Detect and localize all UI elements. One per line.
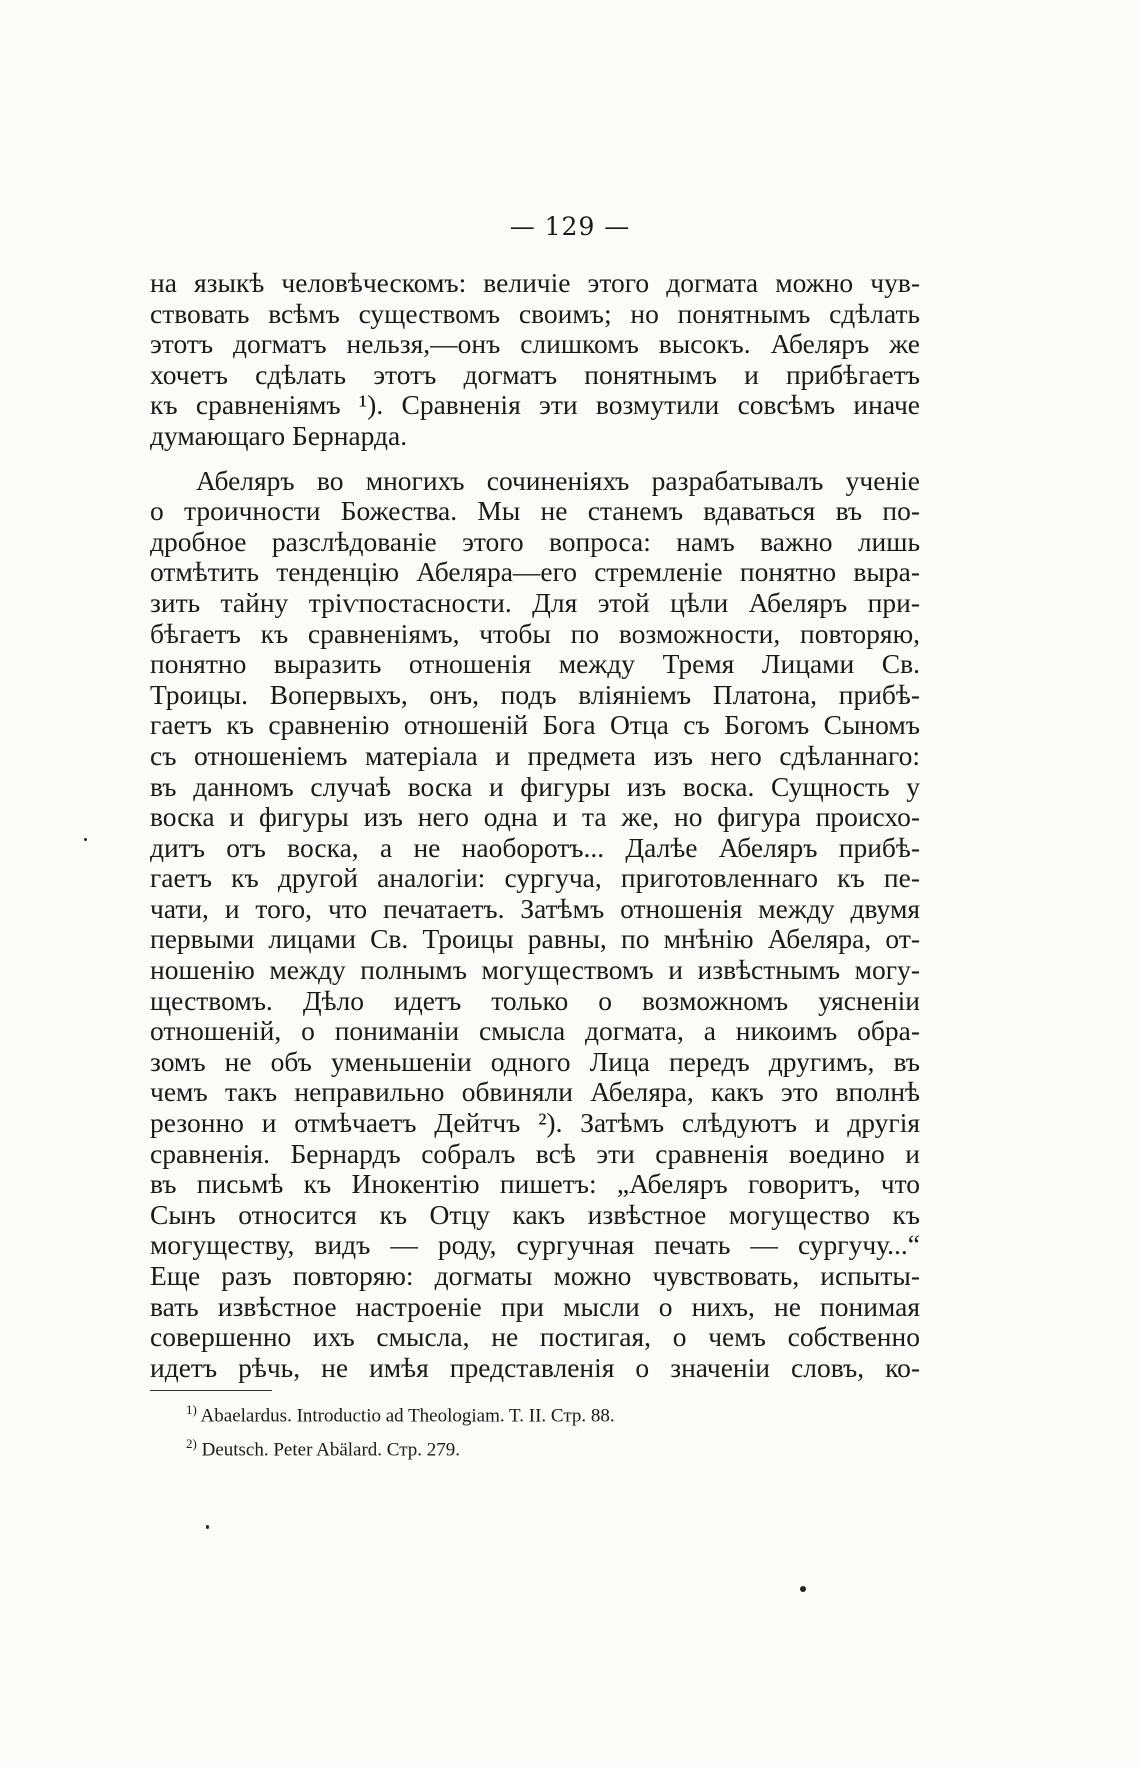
text-line: вать извѣстное настроеніе при мысли о нихъ, не понимая	[150, 1291, 920, 1322]
text-line: резонно и отмѣчаетъ Дейтчъ ²). Затѣмъ слѣдуютъ и другія	[150, 1108, 920, 1139]
footnotes	[186, 1396, 615, 1465]
text-line: къ сравненіямъ ¹). Сравненія эти возмутили совсѣмъ иначе	[150, 390, 920, 421]
footnote-1	[186, 1396, 615, 1430]
text-line: въ данномъ случаѣ воска и фигуры изъ воска. Сущность у	[150, 771, 920, 802]
text-line: чати, и того, что печатаетъ. Затѣмъ отношенія между двумя	[150, 893, 920, 924]
text-line: этотъ догматъ нельзя,—онъ слишкомъ высокъ. Абеляръ же	[150, 329, 920, 360]
text-line: воска и фигуры изъ него одна и та же, но фигура происхо-	[150, 802, 920, 833]
text-line: Сынъ относится къ Отцу какъ извѣстное могущество къ	[150, 1199, 920, 1230]
text-line: Абеляръ во многихъ сочиненіяхъ разрабатывалъ ученіе	[196, 465, 920, 496]
text-line: чемъ такъ неправильно обвиняли Абеляра, какъ это вполнѣ	[150, 1077, 920, 1108]
text-line: дитъ отъ воска, а не наоборотъ... Далѣе Абеляръ прибѣ-	[150, 832, 920, 863]
footnote-text: Abaelardus. Introductio ad Theologiam. T. II. Стр. 88.	[200, 1405, 615, 1427]
text-line: хочетъ сдѣлать этотъ догматъ понятнымъ и прибѣгаетъ	[150, 359, 920, 390]
text-line: Троицы. Вопервыхъ, онъ, подъ вліяніемъ Платона, прибѣ-	[150, 679, 920, 710]
text-line: зомъ не объ уменьшеніи одного Лица передъ другимъ, въ	[150, 1046, 920, 1077]
footnote-mark: 2)	[186, 1436, 197, 1452]
text-line: отмѣтить тенденцію Абеляра—его стремленіе понятно выра-	[150, 557, 920, 588]
text-line: могуществу, видъ — роду, сургучная печать — сургучу...“	[150, 1230, 920, 1261]
footnote-mark: 1)	[186, 1402, 197, 1417]
text-line: зить тайну тріѵпостасности. Для этой цѣли Абеляръ при-	[150, 587, 920, 618]
text-line: о троичности Божества. Мы не станемъ вдаваться въ по-	[150, 496, 920, 527]
text-line: отношеній, о пониманіи смысла догмата, а никоимъ обра-	[150, 1016, 920, 1047]
scan-speck	[84, 838, 87, 841]
text-line: совершенно ихъ смысла, не постигая, о чемъ собственно	[150, 1322, 920, 1353]
text-line: понятно выразить отношенія между Тремя Лицами Св.	[150, 649, 920, 680]
text-line: въ письмѣ къ Инокентію пишетъ: „Абеляръ говоритъ, что	[150, 1169, 920, 1200]
text-line: идетъ рѣчь, не имѣя представленія о значеніи словъ, ко-	[150, 1352, 920, 1383]
text-line: думающаго Бернарда.	[150, 420, 408, 451]
text-line: гаетъ къ другой аналогіи: сургуча, приготовленнаго къ пе-	[150, 863, 920, 894]
text-line: сравненія. Бернардъ собралъ всѣ эти сравненія воедино и	[150, 1138, 920, 1169]
text-line: съ отношеніемъ матеріала и предмета изъ него сдѣланнаго:	[150, 740, 920, 771]
paragraph-1	[150, 268, 920, 452]
text-line: ствовать всѣмъ существомъ своимъ; но понятнымъ сдѣлать	[150, 298, 920, 329]
text-line: ществомъ. Дѣло идетъ только о возможномъ уясненіи	[150, 985, 920, 1016]
footnote-rule	[150, 1390, 272, 1391]
footnote-2	[186, 1430, 615, 1464]
paragraph-2	[150, 466, 920, 1384]
scan-speck	[800, 1586, 806, 1592]
text-line: первыми лицами Св. Троицы равны, по мнѣнію Абеляра, от-	[150, 924, 920, 955]
body-text	[150, 268, 920, 1383]
text-line: Еще разъ повторяю: догматы можно чувствовать, испыты-	[150, 1261, 920, 1291]
text-line: бѣгаетъ къ сравненіямъ, чтобы по возможности, повторяю,	[150, 618, 920, 649]
footnote-text: Deutsch. Peter Abälard. Стр. 279.	[201, 1439, 460, 1461]
text-line: дробное разслѣдованіе этого вопроса: намъ важно лишь	[150, 526, 920, 557]
text-line: гаетъ къ сравненію отношеній Бога Отца съ Богомъ Сыномъ	[150, 710, 920, 741]
scan-speck	[206, 1525, 209, 1529]
text-line: на языкѣ человѣческомъ: величіе этого догмата можно чув-	[150, 268, 920, 298]
text-line: ношенію между полнымъ могуществомъ и извѣстнымъ могу-	[150, 955, 920, 986]
page-number: — 129 —	[509, 212, 631, 241]
